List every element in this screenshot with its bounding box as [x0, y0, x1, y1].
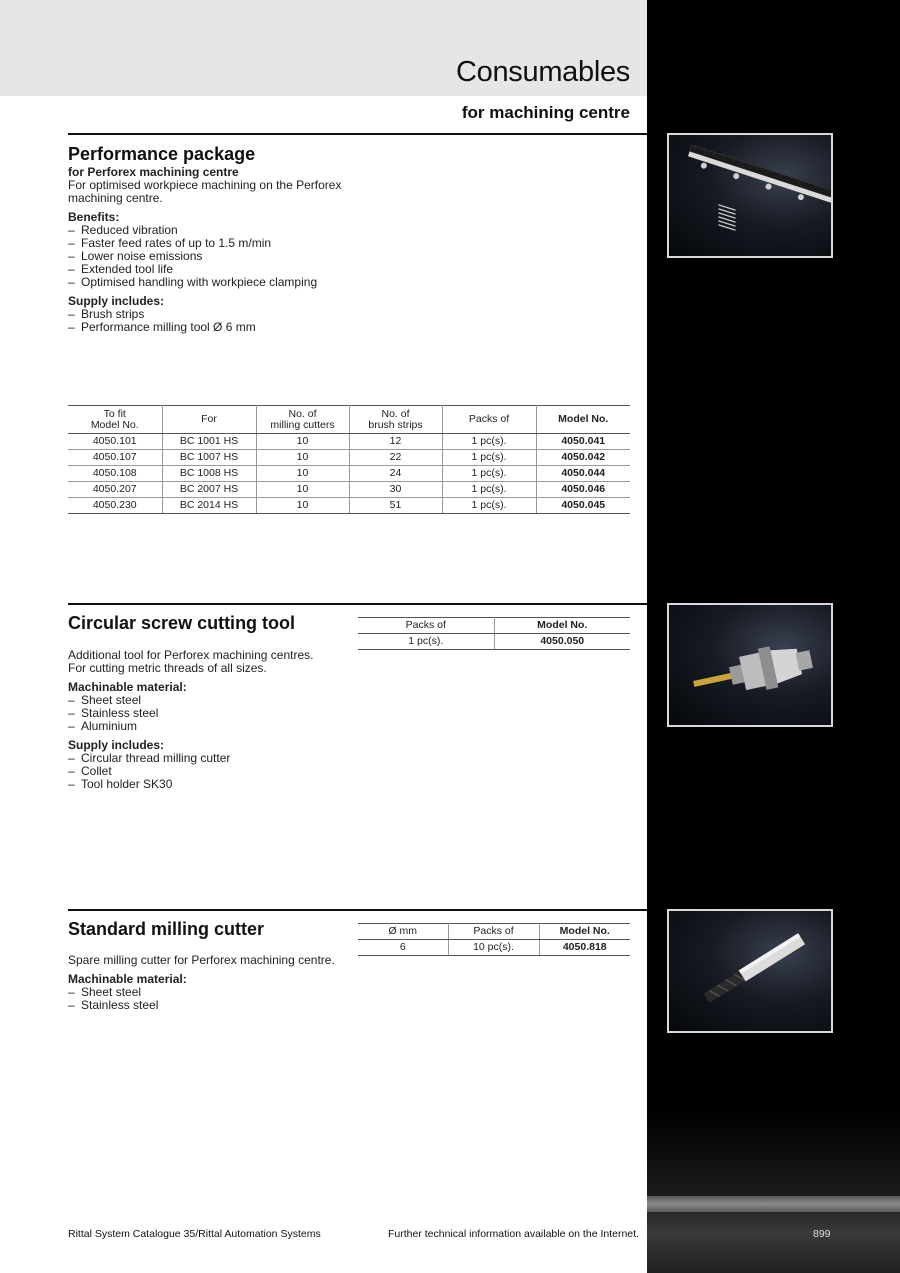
- list-item: – Sheet steel: [68, 693, 142, 707]
- sidebar-glow: [647, 1110, 900, 1273]
- list-item: – Collet: [68, 764, 112, 778]
- list-item: – Tool holder SK30: [68, 777, 173, 791]
- table-row: 1 pc(s). 4050.050: [358, 634, 630, 650]
- material-heading: Machinable material:: [68, 680, 187, 694]
- footer-info: Further technical information available on the Internet.: [388, 1228, 639, 1240]
- table-row: 4050.107 BC 1007 HS 10 22 1 pc(s). 4050.042: [68, 450, 630, 466]
- performance-table: [68, 405, 630, 514]
- standard-title: Standard milling cutter: [68, 919, 265, 939]
- page-subtitle: for machining centre: [461, 103, 630, 122]
- table-row: 4050.101 BC 1001 HS 10 12 1 pc(s). 4050.041: [68, 434, 630, 450]
- list-item: – Optimised handling with workpiece clamping: [68, 275, 318, 289]
- list-item: – Stainless steel: [68, 706, 159, 720]
- milling-cutter-photo: [667, 909, 833, 1033]
- column-header: No. of milling cutters: [256, 406, 349, 434]
- table-row: 4050.230 BC 2014 HS 10 51 1 pc(s). 4050.045: [68, 498, 630, 514]
- column-header: Model No.: [494, 618, 630, 634]
- circular-table: [358, 617, 630, 650]
- performance-subtitle: for Perforex machining centre: [68, 165, 239, 179]
- list-item: – Aluminium: [68, 719, 138, 733]
- supply-heading: Supply includes:: [68, 294, 165, 308]
- footer-catalogue: Rittal System Catalogue 35/Rittal Automation Systems: [68, 1228, 321, 1240]
- circular-description-line: For cutting metric threads of all sizes.: [68, 661, 267, 675]
- column-header: Packs of: [442, 406, 536, 434]
- performance-title: Performance package: [68, 144, 256, 164]
- sidebar-band: [647, 1196, 900, 1212]
- standard-text: [68, 954, 348, 1012]
- circular-text: [68, 649, 348, 791]
- section-divider: [68, 603, 647, 605]
- standard-table: [358, 923, 630, 956]
- brush-strip-photo: [667, 133, 833, 258]
- column-header: Ø mm: [358, 924, 448, 940]
- list-item: – Reduced vibration: [68, 223, 178, 237]
- material-heading: Machinable material:: [68, 972, 187, 986]
- performance-text: [68, 166, 348, 334]
- circular-description-line: Additional tool for Perforex machining centres.: [68, 648, 314, 662]
- list-item: – Stainless steel: [68, 998, 159, 1012]
- list-item: – Extended tool life: [68, 262, 174, 276]
- page-number: 899: [813, 1228, 831, 1240]
- column-header: For: [162, 406, 256, 434]
- table-row: 4050.207 BC 2007 HS 10 30 1 pc(s). 4050.046: [68, 482, 630, 498]
- circular-title: Circular screw cutting tool: [68, 613, 296, 633]
- performance-description-line: For optimised workpiece machining on the Perforex: [68, 178, 342, 192]
- list-item: – Brush strips: [68, 307, 145, 321]
- list-item: – Sheet steel: [68, 985, 142, 999]
- list-item: – Performance milling tool Ø 6 mm: [68, 320, 256, 334]
- column-header: Model No.: [539, 924, 630, 940]
- table-row: 6 10 pc(s). 4050.818: [358, 940, 630, 956]
- list-item: – Circular thread milling cutter: [68, 751, 231, 765]
- list-item: – Lower noise emissions: [68, 249, 203, 263]
- tool-holder-photo: [667, 603, 833, 727]
- section-divider: [68, 133, 647, 135]
- column-header: Model No.: [536, 406, 630, 434]
- benefits-heading: Benefits:: [68, 210, 120, 224]
- column-header: Packs of: [448, 924, 539, 940]
- section-divider: [68, 909, 647, 911]
- standard-description-line: Spare milling cutter for Perforex machining centre.: [68, 953, 335, 967]
- list-item: – Faster feed rates of up to 1.5 m/min: [68, 236, 272, 250]
- column-header: To fit Model No.: [68, 406, 162, 434]
- column-header: Packs of: [358, 618, 494, 634]
- page-title: Consumables: [455, 56, 630, 88]
- column-header: No. of brush strips: [349, 406, 442, 434]
- performance-description-line: machining centre.: [68, 191, 163, 205]
- table-row: 4050.108 BC 1008 HS 10 24 1 pc(s). 4050.044: [68, 466, 630, 482]
- supply-heading: Supply includes:: [68, 738, 165, 752]
